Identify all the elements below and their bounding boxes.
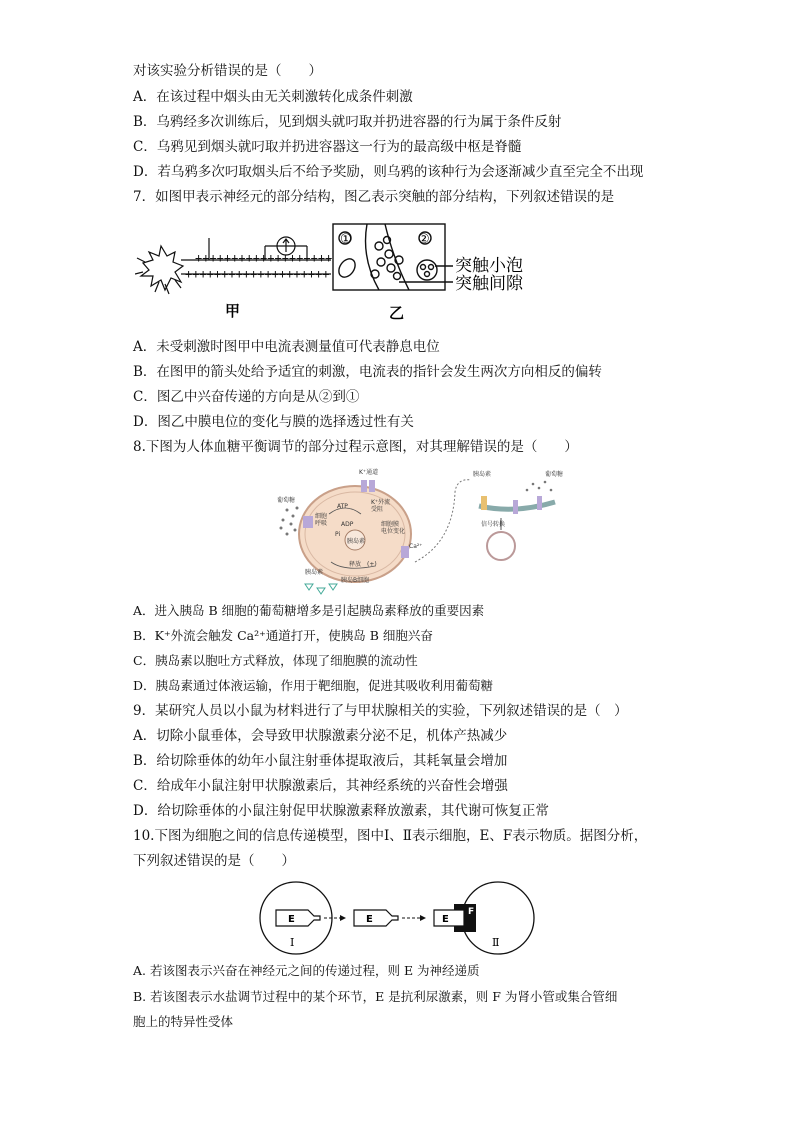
label-k-channel: K⁺通道 xyxy=(359,469,379,476)
q6-stem: 对该实验分析错误的是（ ） xyxy=(133,63,322,79)
label-yi: 乙 xyxy=(389,304,405,322)
signal-path xyxy=(415,480,471,562)
q10-option-b: B. 若该图表示水盐调节过程中的某个环节，E 是抗利尿激素，则 F 为肾小管或集合管细 xyxy=(133,989,618,1004)
label-synaptic-cleft: 突触间隙 xyxy=(455,274,523,294)
label-k-efflux: K⁺外流受阻 xyxy=(371,499,391,513)
membrane-charges-bottom: ++++++++++++++++++++ xyxy=(185,267,330,281)
q7-option-d: D．图乙中膜电位的变化与膜的选择透过性有关 xyxy=(133,414,414,430)
label-signal: 信号转换 xyxy=(481,521,506,528)
label-synaptic-vesicle: 突触小泡 xyxy=(455,256,523,276)
insulin-particles xyxy=(305,584,337,594)
q8-option-a: A．进入胰岛 B 细胞的葡萄糖增多是引起胰岛素释放的重要因素 xyxy=(133,603,485,618)
label-e-2: E xyxy=(366,914,373,925)
q7-stem: 7．如图甲表示神经元的部分结构，图乙表示突触的部分结构，下列叙述错误的是 xyxy=(133,189,615,205)
q8-option-d: D．胰岛素通过体液运输，作用于靶细胞，促进其吸收利用葡萄糖 xyxy=(133,678,494,693)
label-jia: 甲 xyxy=(225,302,241,320)
label-respiration: 细胞呼吸 xyxy=(315,513,328,527)
q8-figure xyxy=(275,462,575,600)
membrane-charges-top: +++++++++++++++++++ xyxy=(195,251,333,265)
q10-stem-line1: 10.下图为细胞之间的信息传递模型，图中Ⅰ、Ⅱ表示细胞，E、F表示物质。据图分析， xyxy=(133,828,648,844)
q9-stem: 9．某研究人员以小鼠为材料进行了与甲状腺相关的实验，下列叙述错误的是（ ） xyxy=(133,703,628,719)
q9-option-d: D．给切除垂体的小鼠注射促甲状腺激素释放激素，其代谢可恢复正常 xyxy=(133,803,549,819)
q9-option-a: A．切除小鼠垂体，会导致甲状腺激素分泌不足，机体产热减少 xyxy=(133,728,508,744)
q10-option-b-cont: 胞上的特异性受体 xyxy=(133,1014,234,1029)
label-release: 释放 xyxy=(349,561,362,568)
label-pi: Pi xyxy=(335,531,341,538)
transport-vesicle-icon xyxy=(487,532,515,560)
q8-option-b: B．K⁺外流会触发 Ca²⁺通道打开，使胰岛 B 细胞兴奋 xyxy=(133,628,433,643)
q6-option-d: D．若乌鸦多次叼取烟头后不给予奖励，则乌鸦的该种行为会逐渐减少直至完全不出现 xyxy=(133,164,644,180)
label-cell-2: Ⅱ xyxy=(492,936,500,949)
insulin-receptor-icon xyxy=(481,496,487,510)
q7-option-b: B．在图甲的箭头处给予适宜的刺激，电流表的指针会发生两次方向相反的偏转 xyxy=(133,364,602,380)
glucose-transporter-icon xyxy=(303,516,313,528)
label-cell-1: Ⅰ xyxy=(290,936,295,949)
label-insulin-right: 胰岛素 xyxy=(473,471,492,478)
q6-option-b: B．乌鸦经多次训练后，见到烟头就叼取并扔进容器的行为属于条件反射 xyxy=(133,114,562,130)
q7-option-a: A．未受刺激时图甲中电流表测量值可代表静息电位 xyxy=(133,339,440,355)
label-glucose-left: 葡萄糖 xyxy=(277,497,296,504)
label-ca: Ca²⁺ xyxy=(409,543,423,550)
label-glucose-right: 葡萄糖 xyxy=(545,471,564,478)
label-f: F xyxy=(468,907,475,917)
q10-stem-line2: 下列叙述错误的是（ ） xyxy=(133,853,295,869)
label-insulin-out: 胰岛素 xyxy=(305,569,324,576)
label-plus: (+) xyxy=(367,561,377,568)
label-circle-2: ② xyxy=(418,232,430,247)
molecule-e-2 xyxy=(354,910,398,926)
glucose-dots-left xyxy=(280,507,299,536)
label-membrane-change: 细胞膜电位变化 xyxy=(381,521,406,535)
label-atp: ATP xyxy=(337,503,348,510)
label-b-cell: 胰岛B细胞 xyxy=(341,577,370,584)
label-e-3: E xyxy=(442,914,449,925)
ca-channel-icon xyxy=(401,546,409,558)
q10-option-a: A. 若该图表示兴奋在神经元之间的传递过程，则 E 为神经递质 xyxy=(133,963,480,978)
label-insulin-inside: 胰岛素 xyxy=(347,538,366,545)
q8-option-c: C．胰岛素以胞吐方式释放，体现了细胞膜的流动性 xyxy=(133,653,418,668)
q7-option-c: C．图乙中兴奋传递的方向是从②到① xyxy=(133,389,360,405)
label-circle-1: ① xyxy=(340,232,352,247)
k-channel-icon xyxy=(361,480,367,492)
q6-option-c: C．乌鸦见到烟头就叼取并扔进容器这一行为的最高级中枢是脊髓 xyxy=(133,139,522,155)
label-e-1: E xyxy=(288,914,295,925)
neuron-diagram xyxy=(135,237,331,294)
q10-figure xyxy=(258,880,538,960)
label-adp: ADP xyxy=(341,521,354,528)
q6-option-a: A．在该过程中烟头由无关刺激转化成条件刺激 xyxy=(133,89,413,105)
q9-option-c: C．给成年小鼠注射甲状腺激素后，其神经系统的兴奋性会增强 xyxy=(133,778,508,794)
molecule-e-3 xyxy=(434,910,464,926)
q7-figure xyxy=(135,218,565,326)
q8-stem: 8.下图为人体血糖平衡调节的部分过程示意图，对其理解错误的是（ ） xyxy=(133,439,578,455)
q9-option-b: B．给切除垂体的幼年小鼠注射垂体提取液后，其耗氧量会增加 xyxy=(133,753,508,769)
